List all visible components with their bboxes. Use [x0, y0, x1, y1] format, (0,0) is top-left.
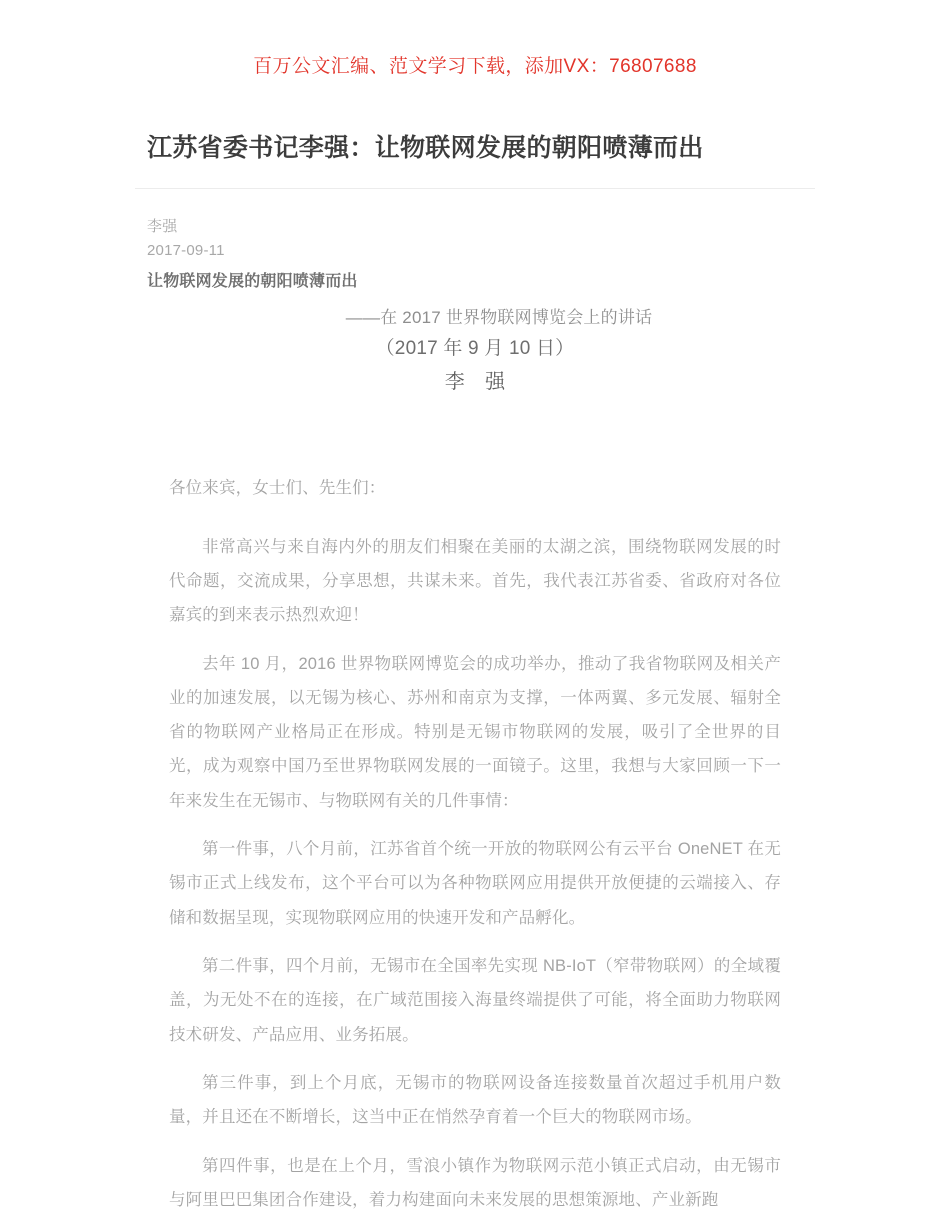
- promo-banner: [0, 0, 950, 80]
- title-divider: [135, 188, 815, 189]
- speech-date-line: （2017 年 9 月 10 日）: [375, 337, 575, 359]
- article-meta: [135, 197, 815, 295]
- paragraph-event-one: 第一件事，八个月前，江苏省首个统一开放的物联网公有云平台 OneNET 在无锡市正式上线发布，这个平台可以为各种物联网应用提供开放便捷的云端接入、存储和数据呈现，实现物联网应用的快速开发和产品孵化。: [169, 840, 781, 927]
- promo-banner-text: 百万公文汇编、范文学习下载，添加VX：76807688: [253, 56, 697, 77]
- paragraph-event-four: 第四件事，也是在上个月，雪浪小镇作为物联网示范小镇正式启动，由无锡市与阿里巴巴集团合作建设，着力构建面向未来发展的思想策源地、产业新跑: [169, 1156, 781, 1209]
- document-subtitle: 让物联网发展的朝阳喷薄而出: [147, 272, 358, 290]
- meta-author: 李强: [147, 217, 178, 235]
- paragraph-welcome: 非常高兴与来自海内外的朋友们相聚在美丽的太湖之滨，围绕物联网发展的时代命题，交流成果，分享思想，共谋未来。首先，我代表江苏省委、省政府对各位嘉宾的到来表示热烈欢迎！: [169, 537, 781, 625]
- article-body: [169, 399, 781, 1217]
- speech-speaker-line: 李 强: [444, 371, 506, 394]
- article-header: [135, 80, 815, 189]
- meta-date: 2017-09-11: [147, 242, 225, 260]
- paragraph-event-three: 第三件事，到上个月底，无锡市的物联网设备连接数量首次超过手机用户数量，并且还在不断增长，这当中正在悄然孕育着一个巨大的物联网市场。: [169, 1073, 781, 1127]
- speech-occasion-line: ——在 2017 世界物联网博览会上的讲话: [345, 307, 653, 327]
- paragraph-salutation: 各位来宾，女士们、先生们：: [169, 479, 386, 498]
- paragraph-event-two: 第二件事，四个月前，无锡市在全国率先实现 NB-IoT（窄带物联网）的全域覆盖，为无处不在的连接，在广域范围接入海量终端提供了可能，将全面助力物联网技术研发、产品应用、业务拓展。: [169, 957, 781, 1044]
- page-title: 江苏省委书记李强：让物联网发展的朝阳喷薄而出: [147, 133, 704, 162]
- paragraph-last-year-expo: 去年 10 月，2016 世界物联网博览会的成功举办，推动了我省物联网及相关产业的加速发展，以无锡为核心、苏州和南京为支撑，一体两翼、多元发展、辐射全省的物联网产业格局正在形成。特别是无锡市物联网的发展，吸引了全世界的目光，成为观察中国乃至世界物联网发展的一面镜子。这里，我想与大家回顾一下一年来发生在无锡市、与物联网有关的几件事情：: [169, 654, 781, 810]
- speech-heading-group: [135, 295, 815, 400]
